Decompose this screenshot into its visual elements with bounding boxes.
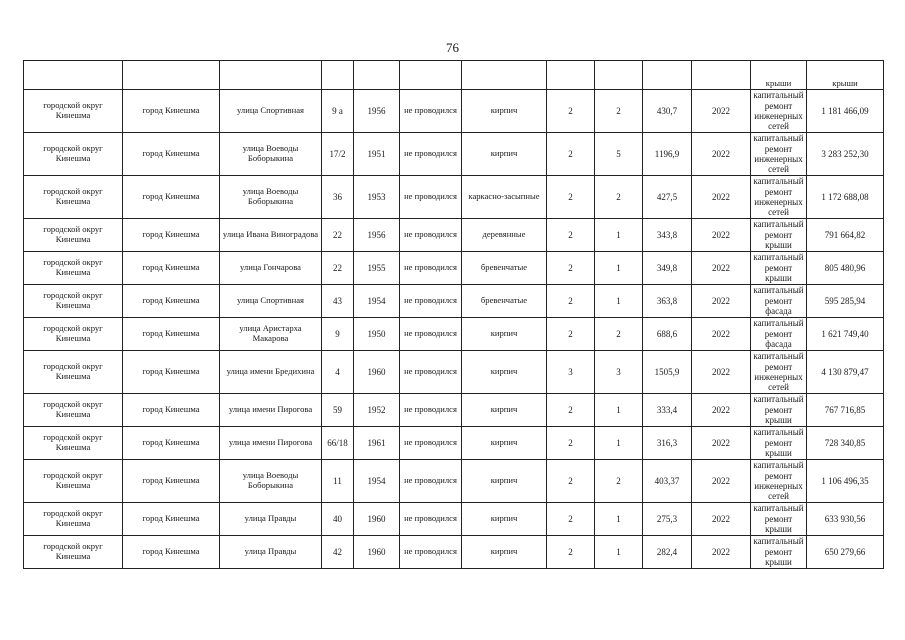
table-row — [24, 536, 884, 569]
build-year-cell: 1952 — [354, 394, 400, 427]
municipality-cell: городской округ Кинешма — [24, 536, 123, 569]
cost-cell: 4 130 879,47 — [807, 351, 884, 394]
wall-material-cell: кирпич — [462, 503, 547, 536]
table-row — [24, 219, 884, 252]
work-type-cell: капитальный ремонт крыши — [751, 219, 807, 252]
house-number-cell: 42 — [322, 536, 354, 569]
carryover-locality-cell — [123, 61, 220, 90]
wall-material-cell: кирпич — [462, 394, 547, 427]
area-cell: 275,3 — [643, 503, 692, 536]
street-cell: улица Ивана Виноградова — [220, 219, 322, 252]
planned-year-cell: 2022 — [692, 394, 751, 427]
planned-year-cell: 2022 — [692, 427, 751, 460]
locality-cell: город Кинешма — [123, 219, 220, 252]
build-year-cell: 1961 — [354, 427, 400, 460]
carryover-area-cell — [643, 61, 692, 90]
entrances-count-cell: 2 — [595, 460, 643, 503]
wall-material-cell: кирпич — [462, 427, 547, 460]
street-cell: улица Гончарова — [220, 252, 322, 285]
entrances-count-cell: 1 — [595, 285, 643, 318]
entrances-count-cell: 2 — [595, 318, 643, 351]
floors-count-cell: 3 — [547, 351, 595, 394]
municipality-cell: городской округ Кинешма — [24, 503, 123, 536]
area-cell: 282,4 — [643, 536, 692, 569]
entrances-count-cell: 3 — [595, 351, 643, 394]
street-cell: улица имени Пирогова — [220, 427, 322, 460]
locality-cell: город Кинешма — [123, 394, 220, 427]
last-repair-cell: не проводился — [400, 351, 462, 394]
entrances-count-cell: 2 — [595, 90, 643, 133]
municipality-cell: городской округ Кинешма — [24, 133, 123, 176]
municipality-cell: городской округ Кинешма — [24, 427, 123, 460]
cost-cell: 767 716,85 — [807, 394, 884, 427]
table-row — [24, 503, 884, 536]
last-repair-cell: не проводился — [400, 427, 462, 460]
page-number: 76 — [446, 40, 459, 55]
street-cell: улица Воеводы Боборыкина — [220, 176, 322, 219]
area-cell: 403,37 — [643, 460, 692, 503]
work-type-cell: капитальный ремонт инженерных сетей — [751, 90, 807, 133]
build-year-cell: 1954 — [354, 460, 400, 503]
floors-count-cell: 2 — [547, 285, 595, 318]
municipality-cell: городской округ Кинешма — [24, 252, 123, 285]
entrances-count-cell: 1 — [595, 219, 643, 252]
street-cell: улица Воеводы Боборыкина — [220, 133, 322, 176]
planned-year-cell: 2022 — [692, 503, 751, 536]
last-repair-cell: не проводился — [400, 460, 462, 503]
work-type-cell: капитальный ремонт инженерных сетей — [751, 133, 807, 176]
last-repair-cell: не проводился — [400, 252, 462, 285]
table-row — [24, 285, 884, 318]
planned-year-cell: 2022 — [692, 318, 751, 351]
last-repair-cell: не проводился — [400, 90, 462, 133]
work-type-cell: капитальный ремонт фасада — [751, 318, 807, 351]
entrances-count-cell: 1 — [595, 394, 643, 427]
house-number-cell: 17/2 — [322, 133, 354, 176]
wall-material-cell: кирпич — [462, 90, 547, 133]
cost-cell: 791 664,82 — [807, 219, 884, 252]
entrances-count-cell: 2 — [595, 176, 643, 219]
cost-cell: 650 279,66 — [807, 536, 884, 569]
locality-cell: город Кинешма — [123, 133, 220, 176]
locality-cell: город Кинешма — [123, 536, 220, 569]
work-type-cell: капитальный ремонт крыши — [751, 503, 807, 536]
planned-year-cell: 2022 — [692, 133, 751, 176]
last-repair-cell: не проводился — [400, 318, 462, 351]
build-year-cell: 1953 — [354, 176, 400, 219]
municipality-cell: городской округ Кинешма — [24, 285, 123, 318]
carryover-house-number-cell — [322, 61, 354, 90]
floors-count-cell: 2 — [547, 219, 595, 252]
table-row — [24, 460, 884, 503]
build-year-cell: 1956 — [354, 219, 400, 252]
cost-cell: 1 181 466,09 — [807, 90, 884, 133]
carryover-planned-year-cell — [692, 61, 751, 90]
wall-material-cell: кирпич — [462, 351, 547, 394]
carryover-cost-cell: крыши — [807, 61, 884, 90]
table-row — [24, 252, 884, 285]
table-row — [24, 427, 884, 460]
cost-cell: 1 172 688,08 — [807, 176, 884, 219]
floors-count-cell: 2 — [547, 318, 595, 351]
cost-cell: 3 283 252,30 — [807, 133, 884, 176]
build-year-cell: 1960 — [354, 503, 400, 536]
entrances-count-cell: 5 — [595, 133, 643, 176]
planned-year-cell: 2022 — [692, 176, 751, 219]
table-row — [24, 133, 884, 176]
build-year-cell: 1951 — [354, 133, 400, 176]
locality-cell: город Кинешма — [123, 176, 220, 219]
house-number-cell: 40 — [322, 503, 354, 536]
build-year-cell: 1955 — [354, 252, 400, 285]
wall-material-cell: бревенчатые — [462, 252, 547, 285]
build-year-cell: 1960 — [354, 536, 400, 569]
last-repair-cell: не проводился — [400, 536, 462, 569]
street-cell: улица Спортивная — [220, 285, 322, 318]
street-cell: улица Спортивная — [220, 90, 322, 133]
municipality-cell: городской округ Кинешма — [24, 460, 123, 503]
last-repair-cell: не проводился — [400, 503, 462, 536]
house-number-cell: 22 — [322, 252, 354, 285]
municipality-cell: городской округ Кинешма — [24, 351, 123, 394]
area-cell: 333,4 — [643, 394, 692, 427]
last-repair-cell: не проводился — [400, 176, 462, 219]
floors-count-cell: 2 — [547, 252, 595, 285]
work-type-cell: капитальный ремонт крыши — [751, 252, 807, 285]
build-year-cell: 1960 — [354, 351, 400, 394]
entrances-count-cell: 1 — [595, 503, 643, 536]
table-row — [24, 351, 884, 394]
floors-count-cell: 2 — [547, 133, 595, 176]
locality-cell: город Кинешма — [123, 285, 220, 318]
work-type-cell: капитальный ремонт инженерных сетей — [751, 351, 807, 394]
work-type-cell: капитальный ремонт фасада — [751, 285, 807, 318]
area-cell: 430,7 — [643, 90, 692, 133]
carryover-wall-material-cell — [462, 61, 547, 90]
cost-cell: 633 930,56 — [807, 503, 884, 536]
planned-year-cell: 2022 — [692, 351, 751, 394]
municipality-cell: городской округ Кинешма — [24, 394, 123, 427]
area-cell: 1505,9 — [643, 351, 692, 394]
housing-registry-table — [23, 60, 884, 569]
work-type-cell: капитальный ремонт инженерных сетей — [751, 176, 807, 219]
cost-cell: 728 340,85 — [807, 427, 884, 460]
street-cell: улица Правды — [220, 503, 322, 536]
build-year-cell: 1950 — [354, 318, 400, 351]
entrances-count-cell: 1 — [595, 252, 643, 285]
cost-cell: 1 621 749,40 — [807, 318, 884, 351]
street-cell: улица имени Бредихина — [220, 351, 322, 394]
table-body — [24, 61, 884, 569]
municipality-cell: городской округ Кинешма — [24, 176, 123, 219]
last-repair-cell: не проводился — [400, 394, 462, 427]
table-row — [24, 394, 884, 427]
planned-year-cell: 2022 — [692, 219, 751, 252]
wall-material-cell: кирпич — [462, 133, 547, 176]
planned-year-cell: 2022 — [692, 460, 751, 503]
carryover-floors-count-cell — [547, 61, 595, 90]
table-row — [24, 318, 884, 351]
house-number-cell: 59 — [322, 394, 354, 427]
carryover-entrances-count-cell — [595, 61, 643, 90]
locality-cell: город Кинешма — [123, 427, 220, 460]
floors-count-cell: 2 — [547, 90, 595, 133]
entrances-count-cell: 1 — [595, 536, 643, 569]
carryover-last-repair-cell — [400, 61, 462, 90]
locality-cell: город Кинешма — [123, 351, 220, 394]
municipality-cell: городской округ Кинешма — [24, 90, 123, 133]
locality-cell: город Кинешма — [123, 503, 220, 536]
last-repair-cell: не проводился — [400, 285, 462, 318]
last-repair-cell: не проводился — [400, 133, 462, 176]
street-cell: улица имени Пирогова — [220, 394, 322, 427]
area-cell: 427,5 — [643, 176, 692, 219]
work-type-cell: капитальный ремонт крыши — [751, 394, 807, 427]
cost-cell: 595 285,94 — [807, 285, 884, 318]
wall-material-cell: кирпич — [462, 536, 547, 569]
table-row — [24, 90, 884, 133]
carryover-work-type-cell: крыши — [751, 61, 807, 90]
work-type-cell: капитальный ремонт крыши — [751, 536, 807, 569]
wall-material-cell: кирпич — [462, 460, 547, 503]
street-cell: улица Аристарха Макарова — [220, 318, 322, 351]
area-cell: 343,8 — [643, 219, 692, 252]
locality-cell: город Кинешма — [123, 460, 220, 503]
floors-count-cell: 2 — [547, 536, 595, 569]
floors-count-cell: 2 — [547, 394, 595, 427]
street-cell: улица Правды — [220, 536, 322, 569]
planned-year-cell: 2022 — [692, 252, 751, 285]
house-number-cell: 4 — [322, 351, 354, 394]
planned-year-cell: 2022 — [692, 90, 751, 133]
house-number-cell: 9 а — [322, 90, 354, 133]
area-cell: 688,6 — [643, 318, 692, 351]
house-number-cell: 9 — [322, 318, 354, 351]
house-number-cell: 22 — [322, 219, 354, 252]
house-number-cell: 36 — [322, 176, 354, 219]
wall-material-cell: каркасно-засыпные — [462, 176, 547, 219]
area-cell: 1196,9 — [643, 133, 692, 176]
cost-cell: 805 480,96 — [807, 252, 884, 285]
table-row-carryover — [24, 61, 884, 90]
wall-material-cell: кирпич — [462, 318, 547, 351]
floors-count-cell: 2 — [547, 503, 595, 536]
build-year-cell: 1954 — [354, 285, 400, 318]
locality-cell: город Кинешма — [123, 318, 220, 351]
locality-cell: город Кинешма — [123, 252, 220, 285]
street-cell: улица Воеводы Боборыкина — [220, 460, 322, 503]
planned-year-cell: 2022 — [692, 285, 751, 318]
wall-material-cell: деревянные — [462, 219, 547, 252]
build-year-cell: 1956 — [354, 90, 400, 133]
floors-count-cell: 2 — [547, 427, 595, 460]
table-row — [24, 176, 884, 219]
carryover-street-cell — [220, 61, 322, 90]
last-repair-cell: не проводился — [400, 219, 462, 252]
floors-count-cell: 2 — [547, 460, 595, 503]
locality-cell: город Кинешма — [123, 90, 220, 133]
area-cell: 316,3 — [643, 427, 692, 460]
municipality-cell: городской округ Кинешма — [24, 318, 123, 351]
cost-cell: 1 106 496,35 — [807, 460, 884, 503]
area-cell: 363,8 — [643, 285, 692, 318]
carryover-build-year-cell — [354, 61, 400, 90]
work-type-cell: капитальный ремонт крыши — [751, 427, 807, 460]
area-cell: 349,8 — [643, 252, 692, 285]
work-type-cell: капитальный ремонт инженерных сетей — [751, 460, 807, 503]
house-number-cell: 11 — [322, 460, 354, 503]
municipality-cell: городской округ Кинешма — [24, 219, 123, 252]
wall-material-cell: бревенчатые — [462, 285, 547, 318]
planned-year-cell: 2022 — [692, 536, 751, 569]
carryover-municipality-cell — [24, 61, 123, 90]
house-number-cell: 43 — [322, 285, 354, 318]
entrances-count-cell: 1 — [595, 427, 643, 460]
house-number-cell: 66/18 — [322, 427, 354, 460]
floors-count-cell: 2 — [547, 176, 595, 219]
